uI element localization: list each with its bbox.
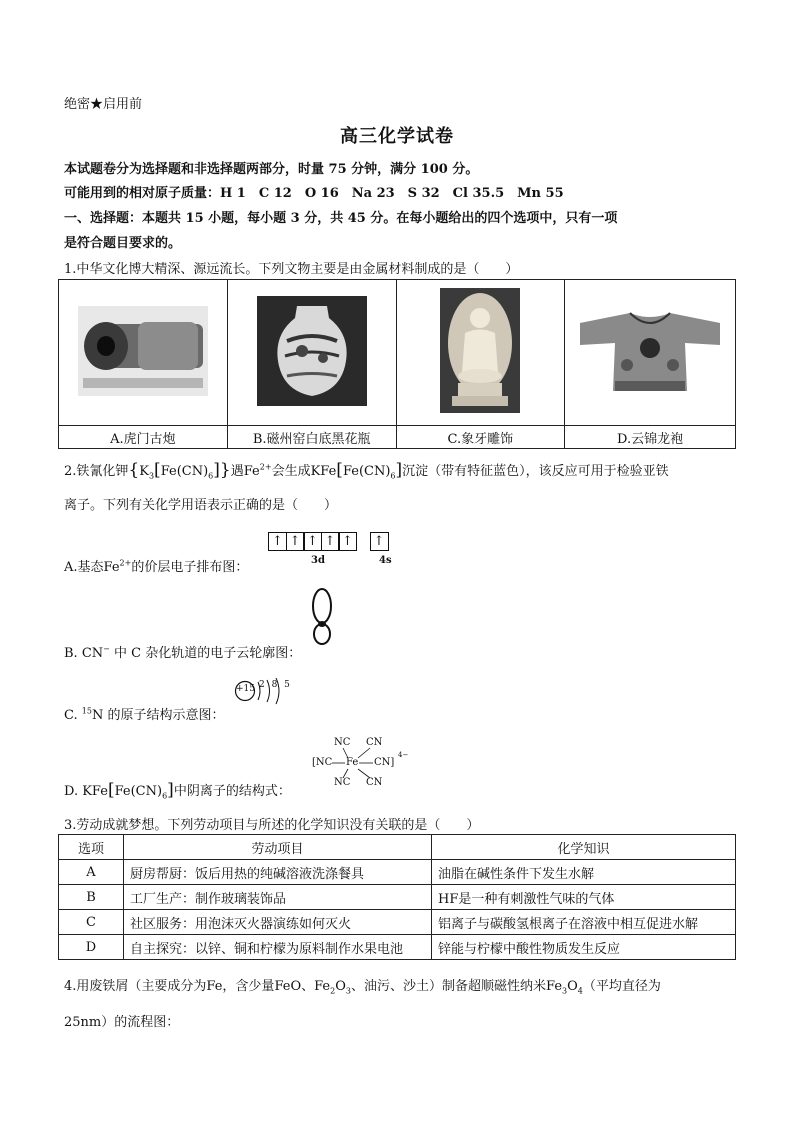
ivory-carving-image	[440, 288, 520, 413]
orbital-4s-label: 4s	[379, 555, 392, 566]
sp-hybrid-orbital-icon	[308, 588, 336, 650]
cannon-image	[78, 306, 208, 396]
table-header-cell: 选项	[59, 835, 124, 860]
table-cell-option: C	[59, 910, 124, 935]
table-row	[59, 860, 736, 885]
table-cell-knowledge: 铝离子与碳酸氢根离子在溶液中相互促进水解	[432, 910, 736, 935]
q3-table	[58, 834, 736, 960]
q3-stem: 3.劳动成就梦想。下列劳动项目与所述的化学知识没有关联的是（ ）	[64, 818, 480, 833]
atomic-masses: 可能用到的相对原子质量：H 1 C 12 O 16 Na 23 S 32 Cl 35.5 Mn 55	[64, 186, 564, 201]
table-cell-knowledge: HF是一种有刺激性气味的气体	[432, 885, 736, 910]
q2-option-a: A.基态$Fe^{2+}$的价层电子排布图：	[64, 558, 249, 575]
table-row	[59, 910, 736, 935]
q2-option-d: D. $KFe[Fe(CN)_6]$中阴离子的结构式：	[64, 780, 291, 801]
section-1-instruction-line-1: 一、选择题：本题共 15 小题，每小题 3 分，共 45 分。在每小题给出的四个选项中，只有一项	[64, 211, 618, 226]
orbital-3d-label: 3d	[311, 555, 325, 566]
q2-stem-line-2: 离子。下列有关化学用语表示正确的是（ ）	[64, 498, 338, 513]
page-title: 高三化学试卷	[340, 126, 454, 147]
q4-stem-line-2: 25nm）的流程图：	[64, 1015, 180, 1030]
q2-orbital-diagram: ↑ ↑ ↑ ↑ ↑ ↑	[268, 530, 387, 551]
q2-option-c: C. $^{15}$N 的原子结构示意图：	[64, 706, 225, 723]
vase-image	[257, 296, 367, 406]
table-cell-option: B	[59, 885, 124, 910]
q1-image-cell-d	[565, 280, 736, 426]
table-cell-labor: 厨房帮厨：饭后用热的纯碱溶液洗涤餐具	[124, 860, 432, 885]
q1-option-c: C.象牙雕饰	[396, 426, 565, 449]
q1-stem: 1.中华文化博大精深、源远流长。下列文物主要是由金属材料制成的是（ ）	[64, 262, 519, 277]
table-row	[59, 885, 736, 910]
q1-artifact-table	[58, 279, 736, 449]
q1-image-cell-b	[227, 280, 396, 426]
confidential-mark: 绝密★启用前	[64, 97, 143, 112]
table-row	[59, 935, 736, 960]
ferrocyanide-structure: NC CN [NC Fe CN] 4− NC CN	[312, 737, 409, 788]
q2-stem-line-1: 2.铁氰化钾$\{K_3[Fe(CN)_6]\}$遇$Fe^{2+}$会生成$KFe[Fe(CN)_6]$沉淀（带有特征蓝色），该反应可用于检验亚铁	[64, 460, 669, 481]
exam-intro: 本试题卷分为选择题和非选择题两部分，时量 75 分钟，满分 100 分。	[64, 162, 479, 177]
table-cell-option: A	[59, 860, 124, 885]
table-cell-labor: 工厂生产：制作玻璃装饰品	[124, 885, 432, 910]
table-cell-knowledge: 锌能与柠檬中酸性物质发生反应	[432, 935, 736, 960]
q1-option-d: D.云锦龙袍	[565, 426, 736, 449]
q1-option-a: A.虎门古炮	[59, 426, 228, 449]
table-cell-labor: 自主探究：以锌、铜和柠檬为原料制作水果电池	[124, 935, 432, 960]
table-header-cell: 化学知识	[432, 835, 736, 860]
table-cell-labor: 社区服务：用泡沫灭火器演练如何灭火	[124, 910, 432, 935]
table-header-row	[59, 835, 736, 860]
dragon-robe-image	[575, 303, 725, 398]
q2-option-b: B. CN− 中 C 杂化轨道的电子云轮廓图：	[64, 644, 302, 661]
atom-nucleus-label: +15	[236, 684, 255, 694]
atom-shells-label: 2 8 5	[259, 680, 292, 690]
table-cell-option: D	[59, 935, 124, 960]
q1-image-cell-a	[59, 280, 228, 426]
table-header-cell: 劳动项目	[124, 835, 432, 860]
section-1-instruction-line-2: 是符合题目要求的。	[64, 236, 182, 251]
q1-option-b: B.磁州窑白底黑花瓶	[227, 426, 396, 449]
q4-stem-line-1: 4.用废铁屑（主要成分为Fe，含少量FeO、$Fe_2O_3$、油污、沙土）制备超顺磁性纳米$Fe_3O_4$（平均直径为	[64, 979, 661, 996]
q1-image-cell-c	[396, 280, 565, 426]
table-cell-knowledge: 油脂在碱性条件下发生水解	[432, 860, 736, 885]
